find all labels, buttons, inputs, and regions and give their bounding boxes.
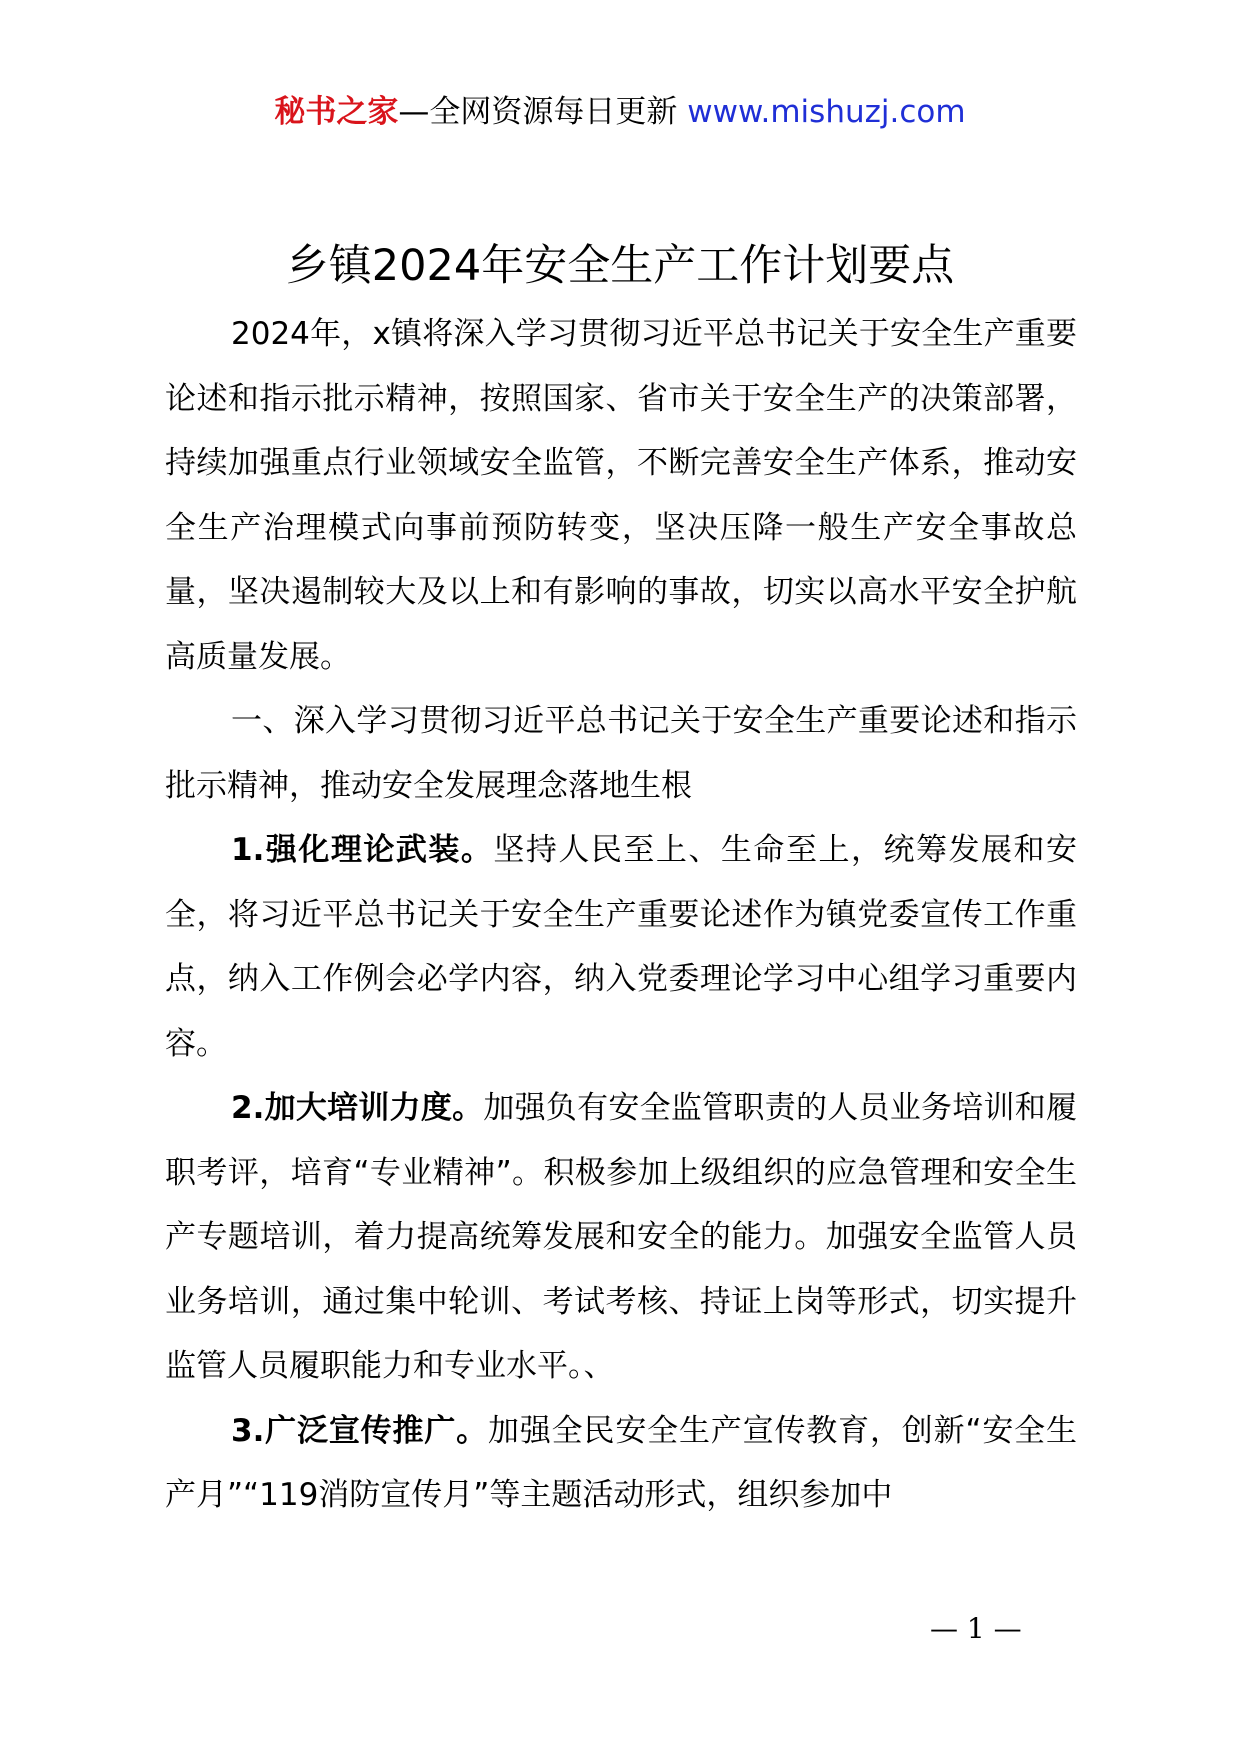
site-name: 秘书之家 xyxy=(274,94,399,130)
document-body xyxy=(165,302,1077,1528)
section-heading: 一、深入学习贯彻习近平总书记关于安全生产重要论述和指示批示精神，推动安全发展理念落地生根 xyxy=(165,703,1077,804)
intro-paragraph: 2024年，x镇将深入学习贯彻习近平总书记关于安全生产重要论述和指示批示精神，按照国家、省市关于安全生产的决策部署，持续加强重点行业领域安全监管，不断完善安全生产体系，推动安全生产治理模式向事前预防转变，坚决压降一般生产安全事故总量，坚决遏制较大及以上和有影响的事故，切实以高水平安全护航高质量发展。 xyxy=(165,316,1077,675)
item-lead: 2.加大培训力度。 xyxy=(231,1090,484,1126)
item-paragraph xyxy=(165,818,1077,1076)
item-lead: 3.广泛宣传推广。 xyxy=(231,1412,488,1449)
item-text: 加强全民安全生产宣传教育，创新“安全生产月”“119消防宣传月”等主题活动形式，组织参加中 xyxy=(165,1412,1077,1513)
document-title: 乡镇2024年安全生产工作计划要点 xyxy=(285,241,955,291)
item-text: 坚持人民至上、生命至上，统筹发展和安全，将习近平总书记关于安全生产重要论述作为镇党委宣传工作重点，纳入工作例会必学内容，纳入党委理论学习中心组学习重要内容。 xyxy=(165,832,1077,1062)
site-banner xyxy=(0,92,1240,132)
site-tagline: —全网资源每日更新 xyxy=(398,94,688,130)
item-text: 加强负有安全监管职责的人员业务培训和履职考评，培育“专业精神”。积极参加上级组织的应急管理和安全生产专题培训，着力提高统筹发展和安全的能力。加强安全监管人员业务培训，通过集中轮训、考试考核、持证上岗等形式，切实提升监管人员履职能力和专业水平。、 xyxy=(165,1090,1077,1384)
item-lead: 1.强化理论武装。 xyxy=(231,832,494,868)
page-number: — 1 — xyxy=(930,1612,1022,1645)
item-paragraph xyxy=(165,1399,1077,1528)
item-paragraph xyxy=(165,1076,1077,1399)
site-url-link[interactable]: www.mishuzj.com xyxy=(687,94,966,130)
